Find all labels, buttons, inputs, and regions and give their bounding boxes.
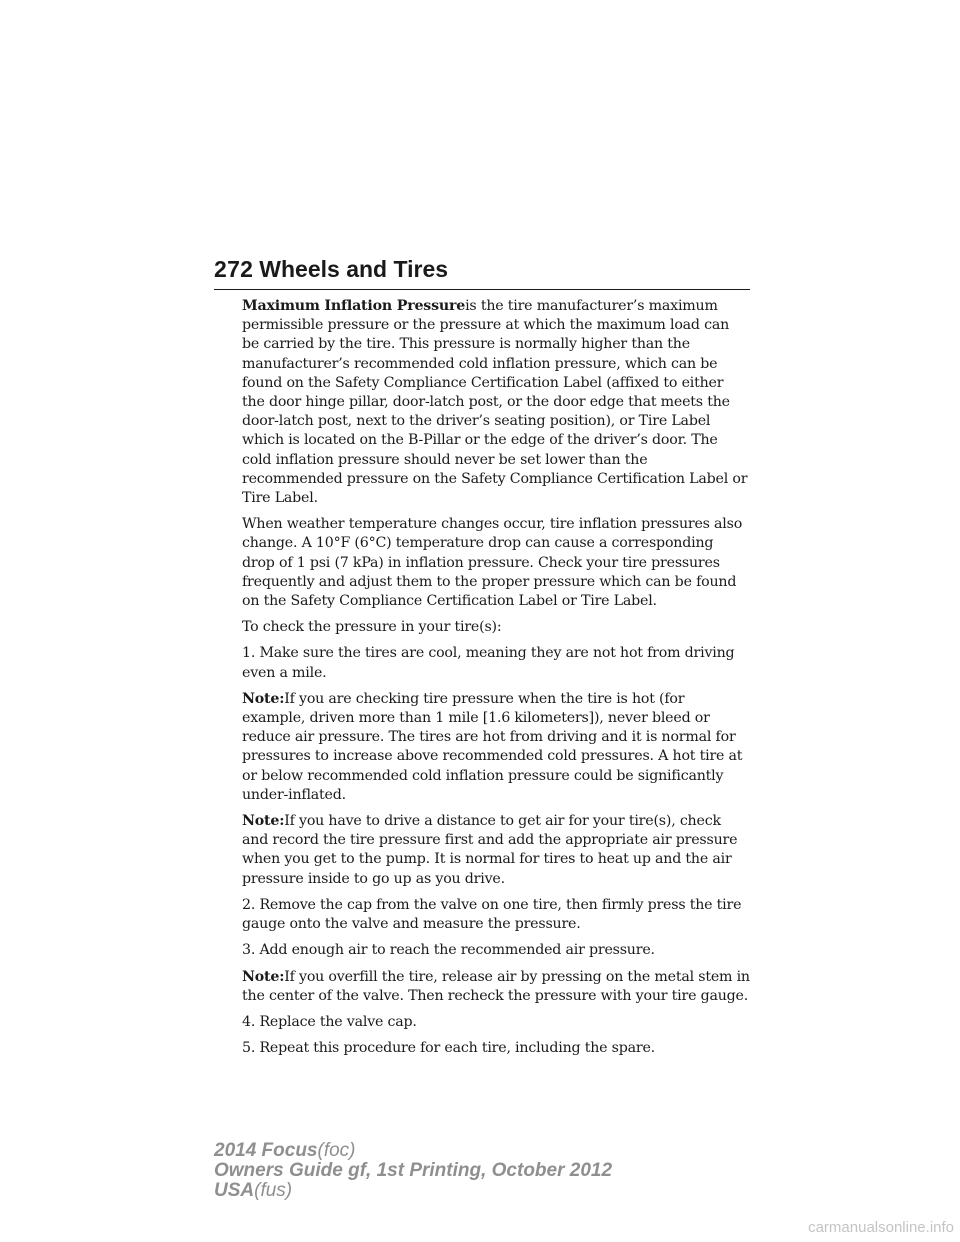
paragraph-text: is the tire manufacturer’s maximum permissible pressure or the pressure at which the maximum load can be carried by the tire. This pressure is normally higher than the manufacturer’s recommended cold inflation pressure, which can be found on the Safety Compliance Certification Label (affixed to either the door hinge pillar, door-latch post, or the door edge that meets the door-latch post, next to the driver’s seating position), or Tire Label which is located on the B-Pillar or the edge of the driver’s door. The cold inflation pressure should never be set lower than the recommended pressure on the Safety Compliance Certification Label or Tire Label. — [242, 298, 748, 507]
footer-market: USA — [214, 1180, 255, 1201]
footer-printing-line: Owners Guide gf, 1st Printing, October 2012 — [214, 1160, 613, 1181]
footer-market-line — [214, 1181, 612, 1201]
footer-model: 2014 Focus — [214, 1140, 318, 1161]
term-max-inflation: Maximum Inflation Pressure — [242, 298, 466, 314]
footer-market-code: (fus) — [254, 1180, 293, 1201]
note-label: Note: — [242, 813, 285, 830]
step-5: 5. Repeat this procedure for each tire, including the spare. — [242, 1040, 655, 1057]
watermark-text: carmanualsonline.info — [808, 1219, 954, 1236]
paragraph-temperature: When weather temperature changes occur, tire inflation pressures also change. A 10°F (6°C) temperature drop can cause a corresponding drop of 1 psi (7 kPa) in inflation pressure. Check your tire pressures frequently and adjust them to the proper pressure which can be found on the Safety Compliance Certification Label or Tire Label. — [242, 516, 743, 610]
footer-model-line — [214, 1141, 612, 1161]
page-number: 272 — [214, 256, 254, 282]
note-label: Note: — [242, 968, 285, 985]
section-title: Wheels and Tires — [259, 256, 449, 282]
page-footer — [214, 1141, 612, 1201]
note-3 — [242, 968, 750, 1006]
paragraph-check-intro: To check the pressure in your tire(s): — [242, 619, 502, 636]
note-label: Note: — [242, 690, 285, 707]
note-text: If you have to drive a distance to get air for your tire(s), check and record the tire pressure first and add the appropriate air pressure when you get to the pump. It is normal for tires to heat up and the air pressure inside to go up as you drive. — [242, 813, 738, 887]
step-3: 3. Add enough air to reach the recommended air pressure. — [242, 942, 655, 959]
page-header — [214, 256, 750, 283]
step-2: 2. Remove the cap from the valve on one tire, then firmly press the tire gauge onto the valve and measure the pressure. — [242, 896, 742, 933]
paragraph-max-inflation — [242, 297, 750, 508]
note-text: If you overfill the tire, release air by pressing on the metal stem in the center of the valve. Then recheck the pressure with your tire gauge. — [242, 968, 750, 1004]
step-4: 4. Replace the valve cap. — [242, 1013, 417, 1030]
note-2 — [242, 812, 750, 889]
note-1 — [242, 690, 750, 805]
footer-model-code: (foc) — [317, 1140, 356, 1161]
step-1: 1. Make sure the tires are cool, meaning they are not hot from driving even a mile. — [242, 645, 735, 681]
header-rule — [214, 289, 750, 290]
note-text: If you are checking tire pressure when the tire is hot (for example, driven more than 1 mile [1.6 kilometers]), never bleed or reduce air pressure. The tires are hot from driving and it is normal for pressures to increase above recommended cold pressures. A hot tire at or below recommended cold inflation pressure could be significantly under-inflated. — [242, 690, 743, 803]
page-body — [242, 297, 750, 1065]
